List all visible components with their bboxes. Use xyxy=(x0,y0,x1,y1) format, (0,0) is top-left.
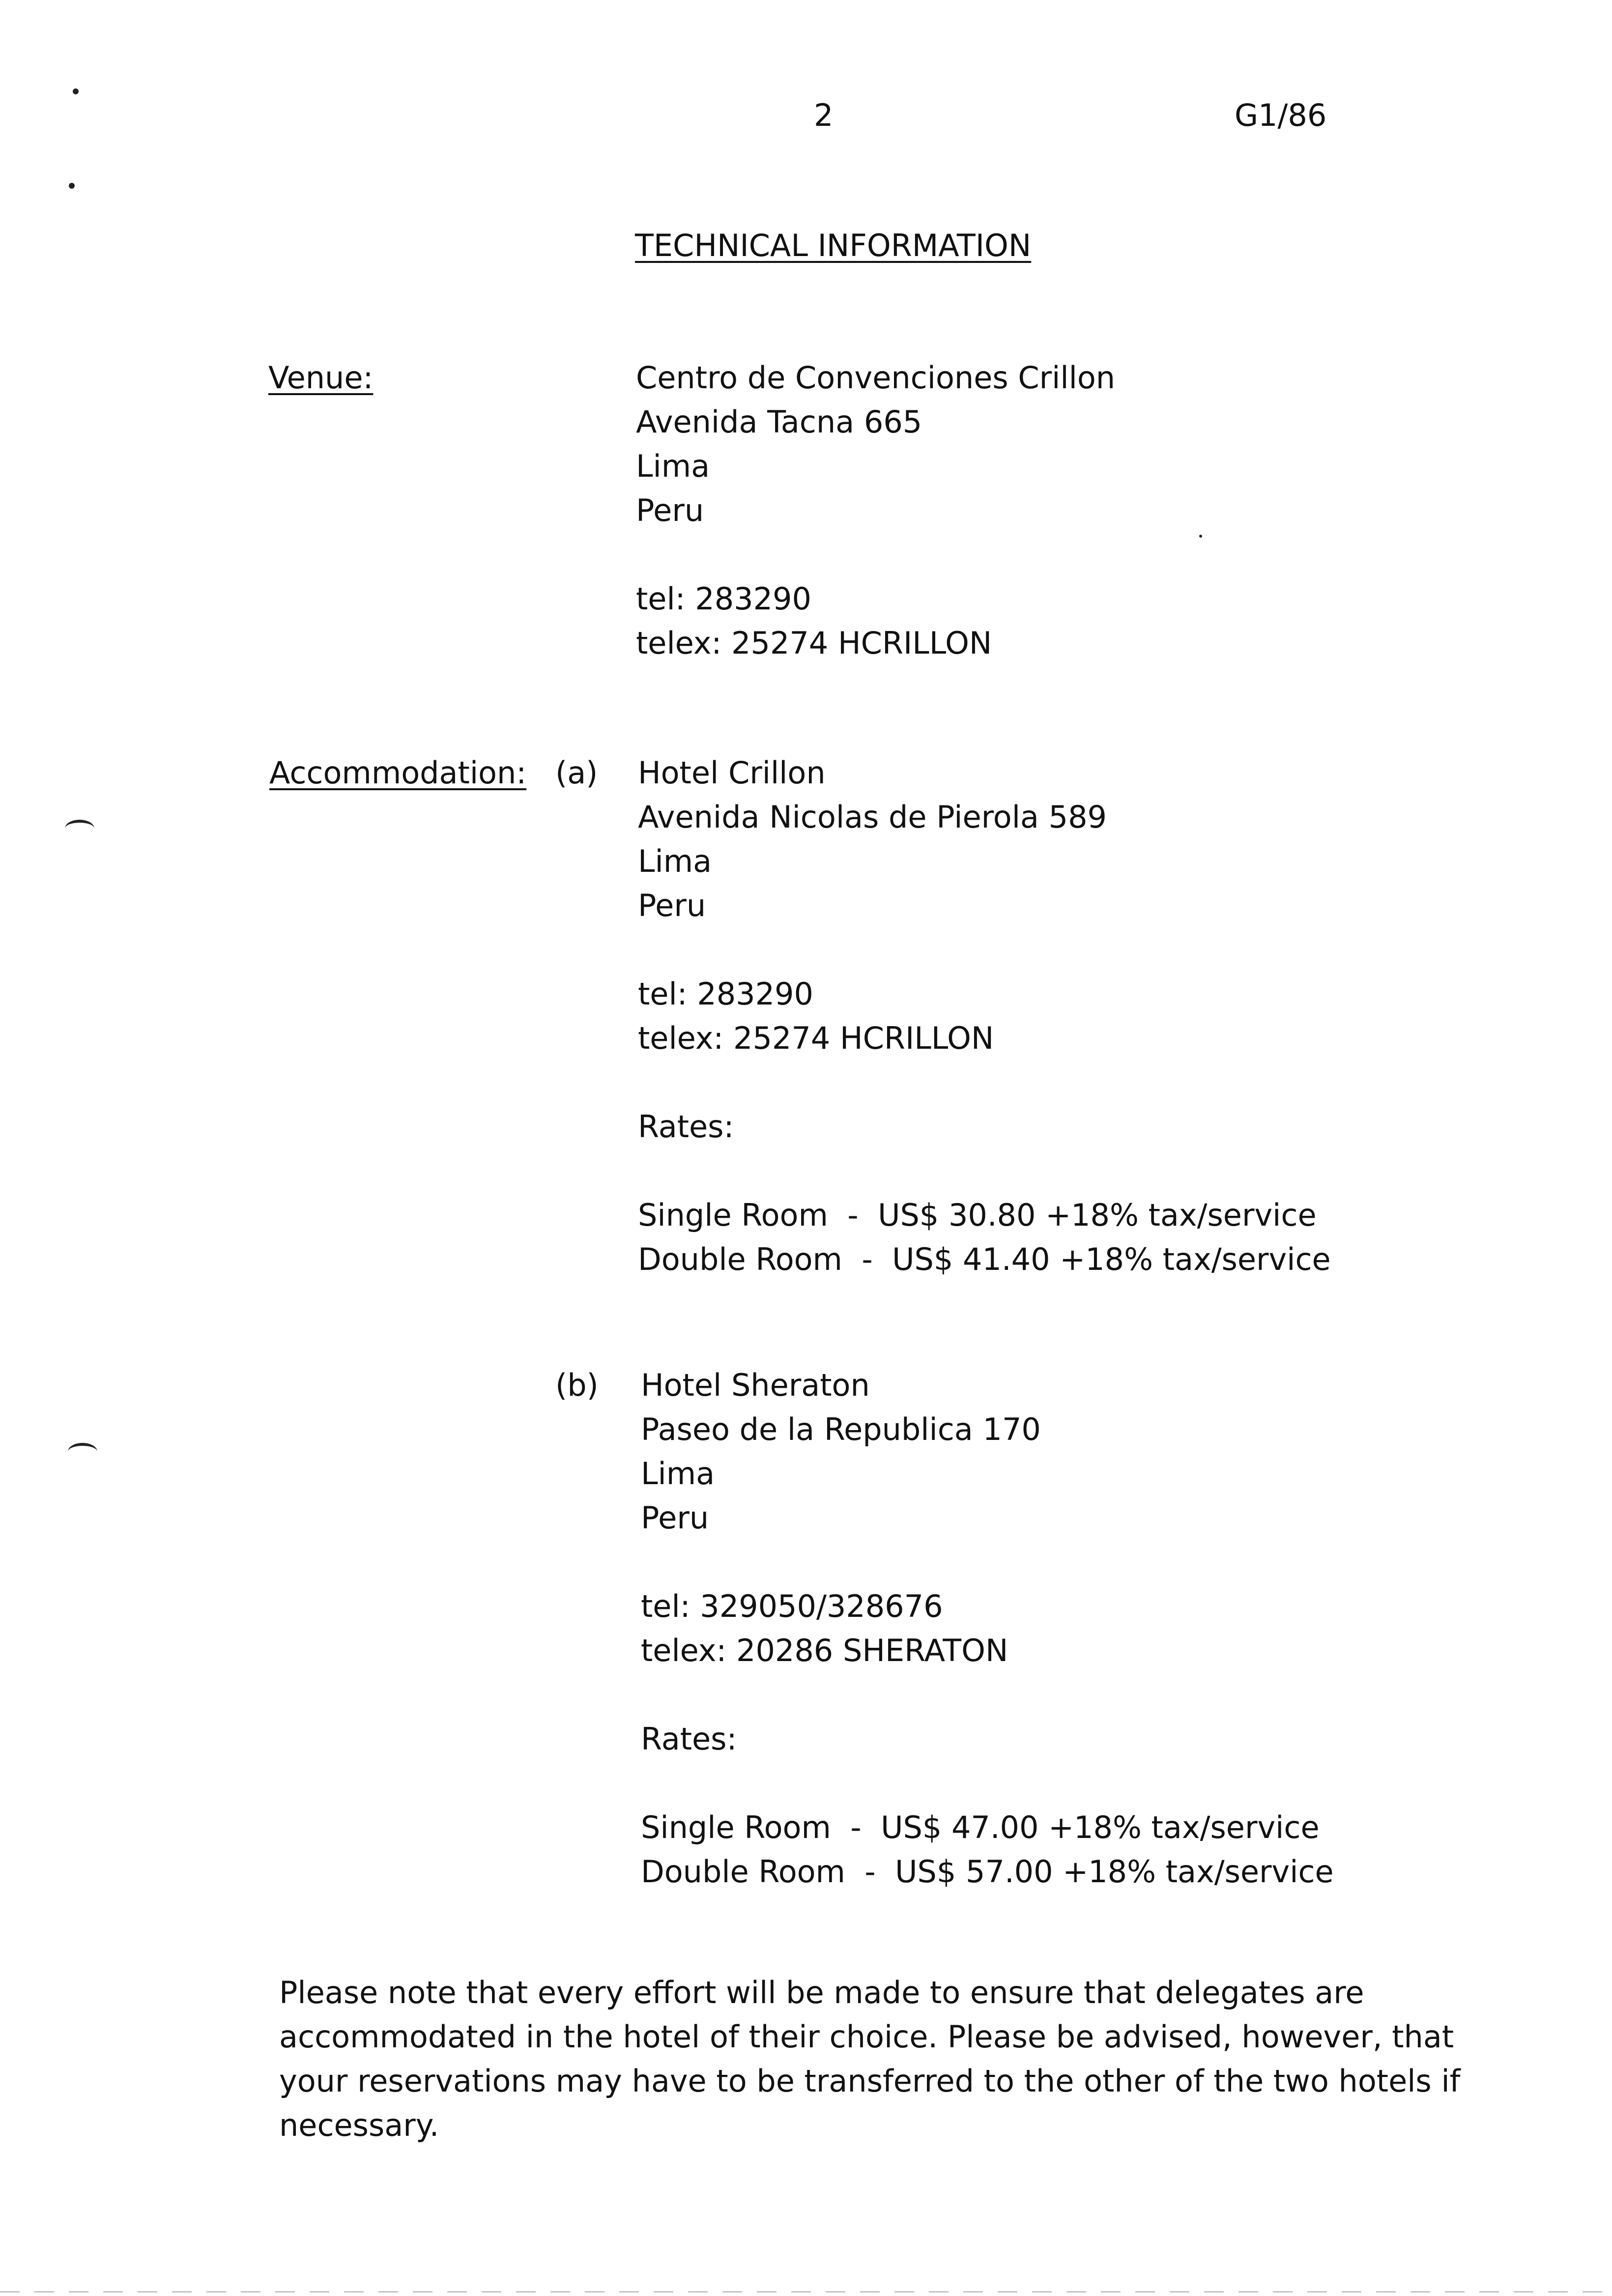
hotel-a-block xyxy=(638,751,1331,1282)
hotel-b-telex: telex: 20286 SHERATON xyxy=(641,1633,1008,1668)
scan-mark xyxy=(68,1443,97,1461)
hotel-b-country: Peru xyxy=(641,1500,709,1536)
hotel-a-address: Avenida Nicolas de Pierola 589 xyxy=(638,799,1107,835)
hotel-b-rates-label: Rates: xyxy=(641,1721,737,1757)
spacer xyxy=(638,928,1331,972)
hotel-a-telex: telex: 25274 HCRILLON xyxy=(638,1020,994,1056)
spacer xyxy=(641,1761,1334,1806)
hotel-a-rates-label: Rates: xyxy=(638,1109,734,1145)
hotel-a-name: Hotel Crillon xyxy=(638,755,826,791)
accommodation-label: Accommodation: xyxy=(269,755,527,791)
venue-country: Peru xyxy=(636,492,704,528)
scan-mark xyxy=(73,88,79,94)
venue-block xyxy=(636,356,1115,665)
page-number: 2 xyxy=(814,97,834,133)
scan-edge xyxy=(0,2291,1612,2293)
hotel-a-marker: (a) xyxy=(555,755,598,791)
hotel-b-name: Hotel Sheraton xyxy=(641,1367,870,1403)
hotel-a-tel: tel: 283290 xyxy=(638,976,813,1012)
hotel-a-city: Lima xyxy=(638,843,712,879)
hotel-a-single-room-rate: Single Room - US$ 30.80 +18% tax/service xyxy=(638,1197,1317,1233)
venue-tel: tel: 283290 xyxy=(636,581,811,617)
venue-label: Venue: xyxy=(268,360,374,396)
document-code: G1/86 xyxy=(1235,97,1327,133)
scan-mark xyxy=(65,820,94,837)
spacer xyxy=(641,1540,1334,1584)
spacer xyxy=(636,533,1115,577)
venue-city: Lima xyxy=(636,448,710,484)
hotel-b-address: Paseo de la Republica 170 xyxy=(641,1411,1041,1447)
spacer xyxy=(638,1061,1331,1105)
venue-address: Avenida Tacna 665 xyxy=(636,404,922,440)
venue-telex: telex: 25274 HCRILLON xyxy=(636,625,992,661)
hotel-b-double-room-rate: Double Room - US$ 57.00 +18% tax/service xyxy=(641,1854,1334,1890)
hotel-b-city: Lima xyxy=(641,1456,715,1492)
hotel-b-block xyxy=(641,1363,1334,1894)
venue-name: Centro de Convenciones Crillon xyxy=(636,360,1116,396)
hotel-b-marker: (b) xyxy=(555,1367,599,1403)
hotel-a-double-room-rate: Double Room - US$ 41.40 +18% tax/service xyxy=(638,1241,1331,1277)
scan-mark xyxy=(1199,535,1202,538)
scan-mark xyxy=(69,183,75,189)
hotel-b-single-room-rate: Single Room - US$ 47.00 +18% tax/service xyxy=(641,1809,1320,1845)
closing-note: Please note that every effort will be made to ensure that delegates are accommodated in the hotel of their choice. Please be advised, however, that your reservations may have to be transferred to the other of the two hotels if necessary. xyxy=(279,1975,1461,2143)
spacer xyxy=(641,1673,1334,1717)
spacer xyxy=(638,1149,1331,1193)
hotel-b-tel: tel: 329050/328676 xyxy=(641,1588,943,1624)
page-title: TECHNICAL INFORMATION xyxy=(635,228,1032,263)
hotel-a-country: Peru xyxy=(638,888,706,923)
